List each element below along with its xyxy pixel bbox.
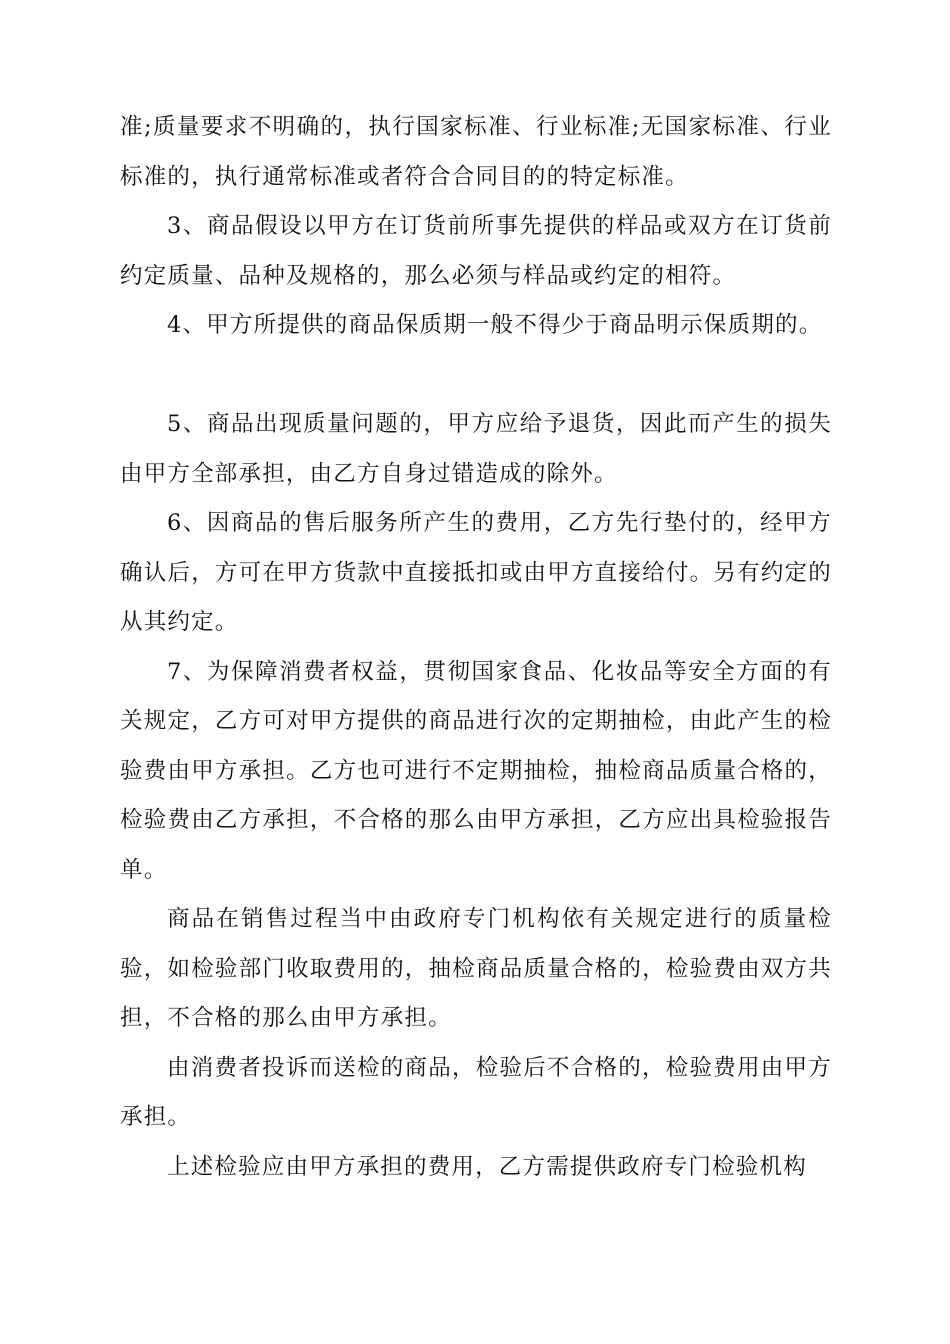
paragraph-clause-6: 6、因商品的售后服务所产生的费用，乙方先行垫付的，经甲方确认后，方可在甲方货款中直接抵扣或由甲方直接给付。另有约定的从其约定。 <box>120 510 832 635</box>
paragraph-clause-3: 3、商品假设以甲方在订货前所事先提供的样品或双方在订货前约定质量、品种及规格的，那么必须与样品或约定的相符。 <box>120 213 832 289</box>
paragraph-quality-standard-continued: 准;质量要求不明确的，执行国家标准、行业标准;无国家标准、行业标准的，执行通常标准或者符合合同目的的特定标准。 <box>120 114 832 190</box>
paragraph-clause-4: 4、甲方所提供的商品保质期一般不得少于商品明示保质期的。 <box>167 312 823 338</box>
paragraph-consumer-complaint: 由消费者投诉而送检的商品，检验后不合格的，检验费用由甲方承担。 <box>120 1054 832 1130</box>
paragraph-clause-5: 5、商品出现质量问题的，甲方应给予退货，因此而产生的损失由甲方全部承担，由乙方自身过错造成的除外。 <box>120 411 832 487</box>
paragraph-clause-7: 7、为保障消费者权益，贯彻国家食品、化妆品等安全方面的有关规定，乙方可对甲方提供的商品进行次的定期抽检，由此产生的检验费由甲方承担。乙方也可进行不定期抽检，抽检商品质量合格的，检验费由乙方承担，不合格的那么由甲方承担，乙方应出具检验报告单。 <box>120 658 832 883</box>
paragraph-government-inspection: 商品在销售过程当中由政府专门机构依有关规定进行的质量检验，如检验部门收取费用的，抽检商品质量合格的，检验费由双方共担，不合格的那么由甲方承担。 <box>120 906 832 1031</box>
document-body <box>120 103 832 1192</box>
paragraph-inspection-fees: 上述检验应由甲方承担的费用，乙方需提供政府专门检验机构 <box>167 1153 807 1180</box>
